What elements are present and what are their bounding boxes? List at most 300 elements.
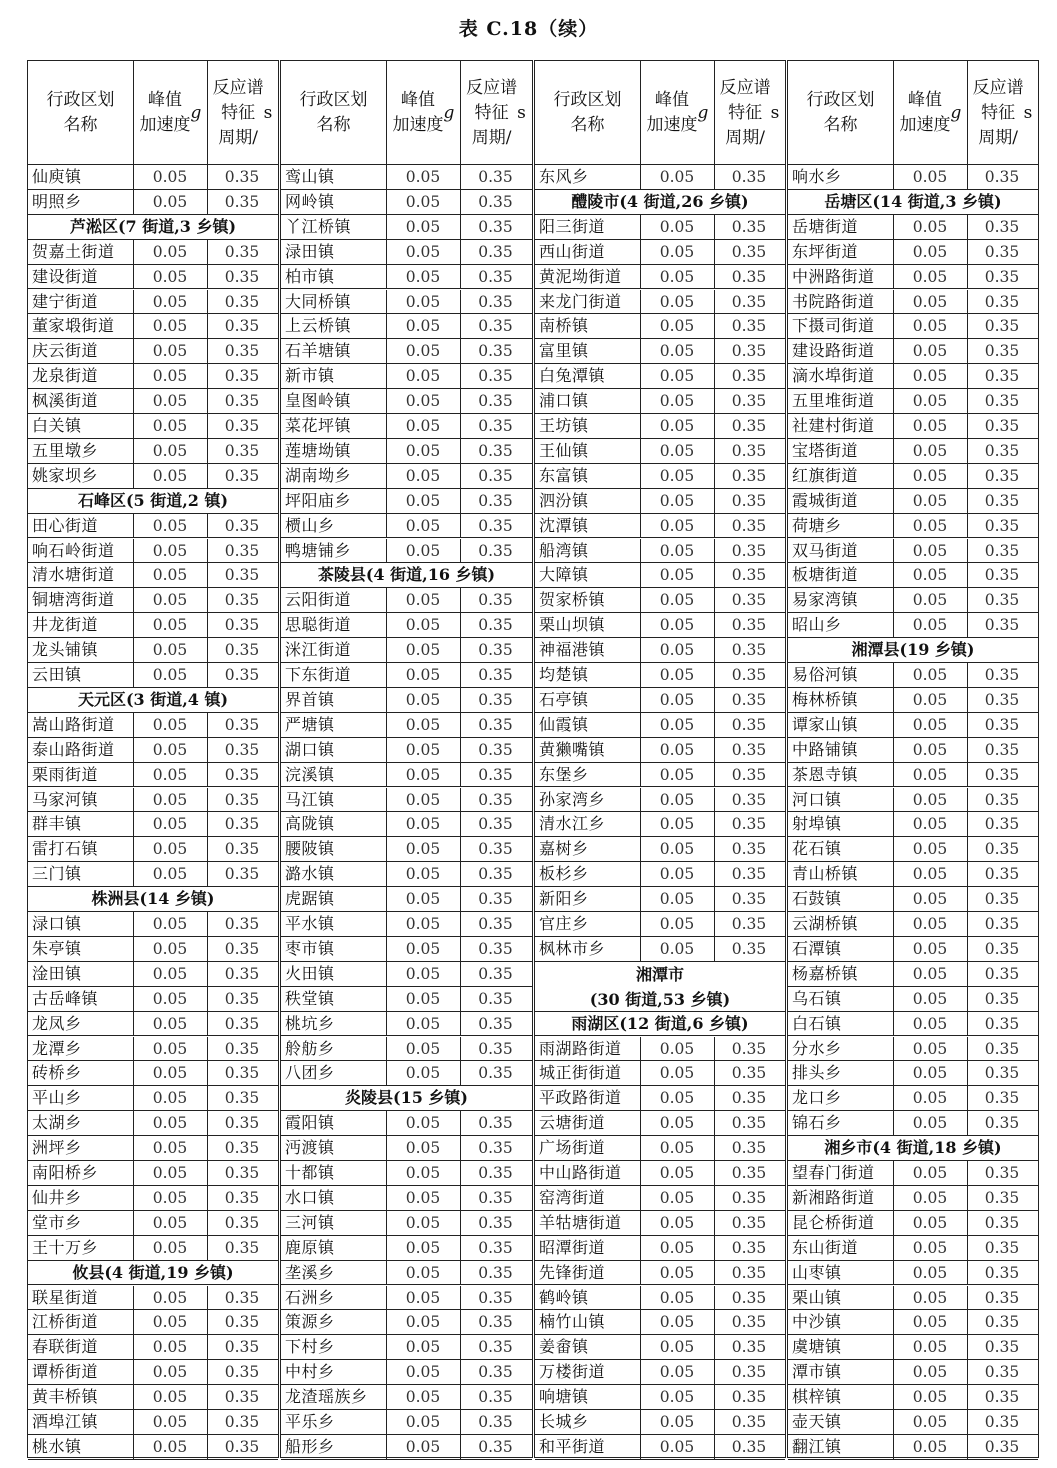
period-value: 0.35 (731, 939, 767, 958)
table-row (281, 763, 532, 788)
period-value: 0.35 (731, 242, 767, 261)
table-row (28, 1286, 278, 1311)
region-name: 船湾镇 (539, 540, 589, 560)
region-name: 射埠镇 (792, 814, 842, 834)
table-row (788, 1211, 1038, 1236)
period-value: 0.35 (984, 1313, 1020, 1332)
peak-acceleration-value: 0.05 (152, 1188, 188, 1207)
peak-acceleration-value: 0.05 (659, 566, 695, 585)
peak-acceleration-value: 0.05 (912, 1288, 948, 1307)
period-value: 0.35 (984, 441, 1020, 460)
group-heading: 岳塘区(14 街道,3 乡镇) (788, 190, 1038, 215)
table-row (788, 1286, 1038, 1311)
peak-acceleration-value: 0.05 (659, 1413, 695, 1431)
region-name: 东富镇 (539, 465, 589, 485)
period-value: 0.35 (731, 566, 767, 585)
peak-acceleration-value: 0.05 (912, 566, 948, 585)
region-name: 虞塘镇 (792, 1337, 842, 1357)
period-value: 0.35 (224, 242, 260, 261)
region-name: 宝塔街道 (792, 440, 859, 460)
region-name: 中沙镇 (792, 1312, 842, 1332)
peak-acceleration-value: 0.05 (912, 1437, 948, 1456)
table-row (28, 190, 278, 215)
table-row (535, 240, 785, 265)
table-row (28, 1061, 278, 1086)
period-value: 0.35 (224, 267, 260, 286)
period-value: 0.35 (478, 865, 513, 884)
peak-acceleration-value: 0.05 (659, 815, 695, 834)
table-row (281, 1186, 532, 1211)
period-value: 0.35 (731, 1413, 767, 1431)
peak-acceleration-value: 0.05 (659, 1114, 695, 1133)
region-name: 黄獭嘴镇 (539, 739, 606, 759)
region-name: 火田镇 (285, 963, 335, 983)
period-value: 0.35 (731, 1213, 767, 1232)
period-value: 0.35 (478, 516, 513, 535)
peak-acceleration-value: 0.05 (912, 915, 948, 933)
region-name: 沈潭镇 (539, 515, 589, 535)
header-peak-label: 峰值 加速度 (646, 90, 698, 135)
table-row (788, 364, 1038, 389)
table-row (281, 962, 532, 987)
header-peak-label: 峰值 加速度 (392, 90, 444, 135)
header-period-label: 反应谱 特征 周期/ (972, 77, 1024, 148)
table-row (788, 1012, 1038, 1037)
table-row (535, 738, 785, 763)
group-heading: 湘潭县(19 乡镇) (788, 638, 1038, 663)
region-name: 云塘街道 (539, 1113, 606, 1133)
peak-acceleration-value: 0.05 (152, 1388, 188, 1407)
region-name: 白兔潭镇 (539, 366, 606, 386)
table-row (28, 1335, 278, 1360)
table-row (281, 937, 532, 962)
period-value: 0.35 (478, 1363, 513, 1382)
region-name: 鹤岭镇 (539, 1287, 589, 1307)
period-value: 0.35 (984, 367, 1020, 386)
header-peak-acceleration (640, 61, 714, 165)
table-row (28, 638, 278, 663)
peak-acceleration-value: 0.05 (405, 367, 441, 386)
table-header (535, 61, 785, 165)
period-value: 0.35 (478, 1114, 513, 1133)
table-header (28, 61, 278, 165)
region-name: 锦石乡 (792, 1113, 842, 1133)
table-row (788, 1410, 1038, 1435)
peak-acceleration-value: 0.05 (405, 1014, 441, 1033)
table-column-block (787, 60, 1039, 1458)
table-row (28, 1111, 278, 1136)
region-name: 东堡乡 (539, 764, 589, 784)
table-row (281, 215, 532, 240)
table-row (28, 414, 278, 439)
region-name: 王仙镇 (539, 440, 589, 460)
period-value: 0.35 (984, 740, 1020, 759)
period-value: 0.35 (224, 342, 260, 361)
region-name: 浣溪镇 (285, 764, 335, 784)
table-row (281, 713, 532, 738)
region-name: 龙凤乡 (32, 1013, 82, 1033)
region-name: 建宁街道 (32, 291, 99, 311)
period-value: 0.35 (731, 915, 767, 933)
period-value: 0.35 (478, 715, 513, 734)
region-name: 大障镇 (539, 565, 589, 585)
peak-acceleration-value: 0.05 (405, 964, 441, 983)
peak-acceleration-value: 0.05 (912, 890, 948, 909)
region-name: 仙霞镇 (539, 714, 589, 734)
peak-acceleration-value: 0.05 (152, 1313, 188, 1332)
table-row (535, 812, 785, 837)
table-row (535, 514, 785, 539)
region-name: 井龙街道 (32, 615, 99, 635)
group-heading: 株洲县(14 乡镇) (28, 887, 278, 912)
period-value: 0.35 (478, 964, 513, 983)
peak-acceleration-value: 0.05 (405, 939, 441, 958)
period-value: 0.35 (224, 317, 260, 336)
period-value: 0.35 (731, 1064, 767, 1083)
peak-acceleration-value: 0.05 (152, 541, 188, 560)
table-row (535, 364, 785, 389)
period-value: 0.35 (478, 466, 513, 485)
period-value: 0.35 (984, 417, 1020, 435)
region-name: 云湖桥镇 (792, 914, 859, 933)
seismic-table (27, 60, 1039, 1460)
header-peak-label: 峰值 加速度 (139, 90, 191, 135)
peak-acceleration-value: 0.05 (659, 217, 695, 236)
table-row (281, 489, 532, 514)
period-value: 0.35 (731, 890, 767, 909)
table-row (535, 1286, 785, 1311)
table-row (535, 663, 785, 688)
table-row (28, 613, 278, 638)
peak-acceleration-value: 0.05 (659, 591, 695, 610)
region-name: 河口镇 (792, 789, 842, 809)
table-row (535, 265, 785, 290)
peak-acceleration-value: 0.05 (405, 342, 441, 361)
peak-acceleration-value: 0.05 (152, 790, 188, 809)
region-name: 龙口乡 (792, 1088, 842, 1108)
period-value: 0.35 (224, 641, 260, 660)
region-name: 荷塘乡 (792, 515, 842, 535)
table-row (28, 912, 278, 937)
peak-acceleration-value: 0.05 (912, 1263, 948, 1282)
period-value: 0.35 (224, 1338, 260, 1357)
peak-acceleration-value: 0.05 (912, 1388, 948, 1407)
table-row (535, 539, 785, 564)
period-value: 0.35 (984, 541, 1020, 560)
region-name: 桃坑乡 (285, 1013, 335, 1033)
region-name: 嘉树乡 (539, 839, 589, 859)
peak-acceleration-value: 0.05 (405, 690, 441, 709)
period-value: 0.35 (984, 666, 1020, 684)
table-row (788, 1360, 1038, 1385)
period-value: 0.35 (731, 1114, 767, 1133)
peak-acceleration-value: 0.05 (912, 1188, 948, 1207)
period-value: 0.35 (478, 1238, 513, 1257)
peak-acceleration-value: 0.05 (659, 367, 695, 386)
period-value: 0.35 (984, 840, 1020, 859)
period-value: 0.35 (224, 1164, 260, 1182)
region-name: 云田镇 (32, 665, 82, 684)
peak-acceleration-value: 0.05 (912, 939, 948, 958)
region-name: 响塘镇 (539, 1387, 589, 1407)
table-column-block (27, 60, 279, 1458)
region-name: 三门镇 (32, 864, 82, 884)
peak-acceleration-value: 0.05 (659, 666, 695, 684)
period-value: 0.35 (478, 541, 513, 560)
group-heading-line: (30 街道,53 乡镇) (589, 989, 731, 1009)
region-name: 岳塘街道 (792, 216, 859, 236)
period-value: 0.35 (731, 1089, 767, 1108)
peak-acceleration-value: 0.05 (912, 865, 948, 884)
peak-acceleration-value: 0.05 (152, 168, 188, 186)
region-name: 白关镇 (32, 416, 82, 435)
peak-acceleration-value: 0.05 (659, 890, 695, 909)
region-name: 易家湾镇 (792, 590, 859, 610)
period-value: 0.35 (478, 641, 513, 660)
peak-acceleration-value: 0.05 (659, 641, 695, 660)
peak-acceleration-value: 0.05 (405, 815, 441, 834)
peak-acceleration-value: 0.05 (152, 342, 188, 361)
period-value: 0.35 (731, 292, 767, 311)
group-heading: 炎陵县(15 乡镇) (281, 1086, 532, 1111)
table-row (535, 464, 785, 489)
table-row (788, 713, 1038, 738)
table-row (281, 539, 532, 564)
period-value: 0.35 (478, 292, 513, 311)
peak-acceleration-value: 0.05 (912, 516, 948, 535)
period-value: 0.35 (478, 342, 513, 361)
period-value: 0.35 (478, 267, 513, 286)
period-value: 0.35 (478, 441, 513, 460)
period-value: 0.35 (478, 168, 513, 186)
peak-acceleration-value: 0.05 (152, 1064, 188, 1083)
header-period (207, 61, 277, 165)
peak-acceleration-value: 0.05 (659, 317, 695, 336)
period-value: 0.35 (224, 1039, 260, 1058)
peak-acceleration-value: 0.05 (659, 1313, 695, 1332)
peak-acceleration-value: 0.05 (405, 417, 441, 435)
peak-acceleration-value: 0.05 (912, 342, 948, 361)
region-name: 昭潭街道 (539, 1237, 606, 1257)
period-value: 0.35 (731, 367, 767, 386)
table-title: 表 C.18（续） (458, 18, 599, 40)
region-name: 霞城街道 (792, 490, 859, 510)
table-row (28, 563, 278, 588)
table-row (535, 837, 785, 862)
period-value: 0.35 (731, 840, 767, 859)
table-row (788, 688, 1038, 713)
table-row (28, 1385, 278, 1410)
region-name: 泗汾镇 (539, 490, 589, 510)
region-name: 皇图岭镇 (285, 391, 352, 411)
table-row (535, 1211, 785, 1236)
peak-acceleration-value: 0.05 (659, 1338, 695, 1357)
peak-acceleration-value: 0.05 (912, 1413, 948, 1431)
peak-acceleration-value: 0.05 (659, 168, 695, 186)
region-name: 董家塅街道 (32, 316, 115, 336)
period-value: 0.35 (478, 790, 513, 809)
region-name: 古岳峰镇 (32, 988, 99, 1008)
period-value: 0.35 (478, 815, 513, 834)
region-name: 菜花坪镇 (285, 416, 352, 435)
peak-acceleration-value: 0.05 (659, 765, 695, 784)
peak-acceleration-value: 0.05 (405, 865, 441, 884)
region-name: 建设街道 (32, 266, 99, 286)
table-row (788, 414, 1038, 439)
table-row (535, 688, 785, 713)
period-value: 0.35 (731, 790, 767, 809)
table-row (535, 439, 785, 464)
region-name: 神福港镇 (539, 640, 606, 660)
period-value: 0.35 (224, 516, 260, 535)
period-value: 0.35 (478, 1437, 513, 1456)
table-row (28, 987, 278, 1012)
period-value: 0.35 (224, 566, 260, 585)
region-name: 网岭镇 (285, 191, 335, 211)
period-value: 0.35 (478, 1313, 513, 1332)
region-name: 茶恩寺镇 (792, 764, 859, 784)
region-name: 龙潭乡 (32, 1038, 82, 1058)
period-value: 0.35 (224, 1388, 260, 1407)
region-name: 界首镇 (285, 689, 335, 709)
region-name: 响石岭街道 (32, 540, 115, 560)
region-name: 姜畲镇 (539, 1337, 589, 1357)
period-value: 0.35 (224, 441, 260, 460)
region-name: 坪阳庙乡 (285, 490, 352, 510)
region-name: 青山桥镇 (792, 864, 859, 884)
region-name: 下摄司街道 (792, 316, 875, 336)
table-row (28, 588, 278, 613)
region-name: 云阳街道 (285, 590, 352, 610)
period-value: 0.35 (224, 989, 260, 1008)
peak-acceleration-value: 0.05 (152, 1288, 188, 1307)
table-row (535, 290, 785, 315)
table-row (281, 290, 532, 315)
peak-acceleration-value: 0.05 (659, 865, 695, 884)
region-name: 思聪街道 (285, 615, 352, 635)
table-row (281, 1111, 532, 1136)
period-value: 0.35 (224, 292, 260, 311)
peak-acceleration-value: 0.05 (912, 815, 948, 834)
peak-acceleration-value: 0.05 (912, 317, 948, 336)
table-row (281, 339, 532, 364)
header-name: 行政区划 名称 (553, 90, 622, 135)
table-row (535, 1136, 785, 1161)
table-row (28, 539, 278, 564)
table-row (788, 1111, 1038, 1136)
table-header (788, 61, 1038, 165)
table-row (28, 1012, 278, 1037)
peak-acceleration-value: 0.05 (659, 939, 695, 958)
peak-acceleration-value: 0.05 (405, 1313, 441, 1332)
period-value: 0.35 (478, 1288, 513, 1307)
table-row (788, 1310, 1038, 1335)
peak-acceleration-value: 0.05 (912, 417, 948, 435)
group-heading: 石峰区(5 街道,2 镇) (28, 489, 278, 514)
peak-acceleration-value: 0.05 (405, 1213, 441, 1232)
table-row (281, 738, 532, 763)
table-row (281, 1211, 532, 1236)
table-row (788, 962, 1038, 987)
peak-acceleration-value: 0.05 (405, 516, 441, 535)
region-name: 清水江乡 (539, 814, 606, 834)
table-row (788, 539, 1038, 564)
table-row (535, 1335, 785, 1360)
table-row (281, 788, 532, 813)
region-name: 严塘镇 (285, 714, 335, 734)
table-row (281, 314, 532, 339)
region-name: 杨嘉桥镇 (792, 963, 859, 983)
period-value: 0.35 (731, 466, 767, 485)
period-value: 0.35 (224, 1363, 260, 1382)
period-value: 0.35 (478, 1064, 513, 1083)
peak-acceleration-value: 0.05 (152, 392, 188, 411)
peak-acceleration-value: 0.05 (912, 840, 948, 859)
period-value: 0.35 (224, 715, 260, 734)
period-value: 0.35 (224, 1238, 260, 1257)
region-name: 湖南坳乡 (285, 465, 352, 485)
peak-acceleration-value: 0.05 (912, 1164, 948, 1182)
table-row (28, 862, 278, 887)
peak-acceleration-value: 0.05 (659, 491, 695, 510)
header-peak-label: 峰值 加速度 (899, 90, 951, 135)
peak-acceleration-value: 0.05 (912, 616, 948, 635)
region-name: 贺家桥镇 (539, 590, 606, 610)
peak-acceleration-value: 0.05 (405, 1338, 441, 1357)
table-row (788, 1261, 1038, 1286)
period-value: 0.35 (731, 1164, 767, 1182)
region-name: 万楼街道 (539, 1362, 606, 1382)
header-period-unit: s (1023, 102, 1033, 123)
peak-acceleration-value: 0.05 (405, 441, 441, 460)
peak-acceleration-value: 0.05 (659, 1164, 695, 1182)
period-value: 0.35 (224, 666, 260, 684)
peak-acceleration-value: 0.05 (912, 367, 948, 386)
period-value: 0.35 (731, 267, 767, 286)
region-name: 春联街道 (32, 1337, 99, 1357)
table-row (535, 1161, 785, 1186)
peak-acceleration-value: 0.05 (405, 1064, 441, 1083)
peak-acceleration-value: 0.05 (912, 591, 948, 610)
table-row (788, 464, 1038, 489)
region-name: 雨湖路街道 (539, 1038, 622, 1058)
table-row (535, 389, 785, 414)
table-row (281, 1261, 532, 1286)
peak-acceleration-value: 0.05 (152, 1039, 188, 1058)
header-peak-acceleration (133, 61, 207, 165)
period-value: 0.35 (984, 516, 1020, 535)
region-name: 东风乡 (539, 167, 589, 186)
period-value: 0.35 (984, 690, 1020, 709)
period-value: 0.35 (224, 1114, 260, 1133)
period-value: 0.35 (984, 1263, 1020, 1282)
table-row (788, 215, 1038, 240)
region-name: 分水乡 (792, 1038, 842, 1058)
table-row (28, 937, 278, 962)
table-row (281, 414, 532, 439)
table-row (281, 464, 532, 489)
region-name: 东坪街道 (792, 241, 859, 261)
period-value: 0.35 (224, 591, 260, 610)
table-row (535, 1037, 785, 1062)
peak-acceleration-value: 0.05 (912, 267, 948, 286)
peak-acceleration-value: 0.05 (152, 192, 188, 211)
table-row (535, 1236, 785, 1261)
period-value: 0.35 (731, 417, 767, 435)
period-value: 0.35 (224, 1213, 260, 1232)
table-row (788, 1236, 1038, 1261)
peak-acceleration-value: 0.05 (405, 1238, 441, 1257)
